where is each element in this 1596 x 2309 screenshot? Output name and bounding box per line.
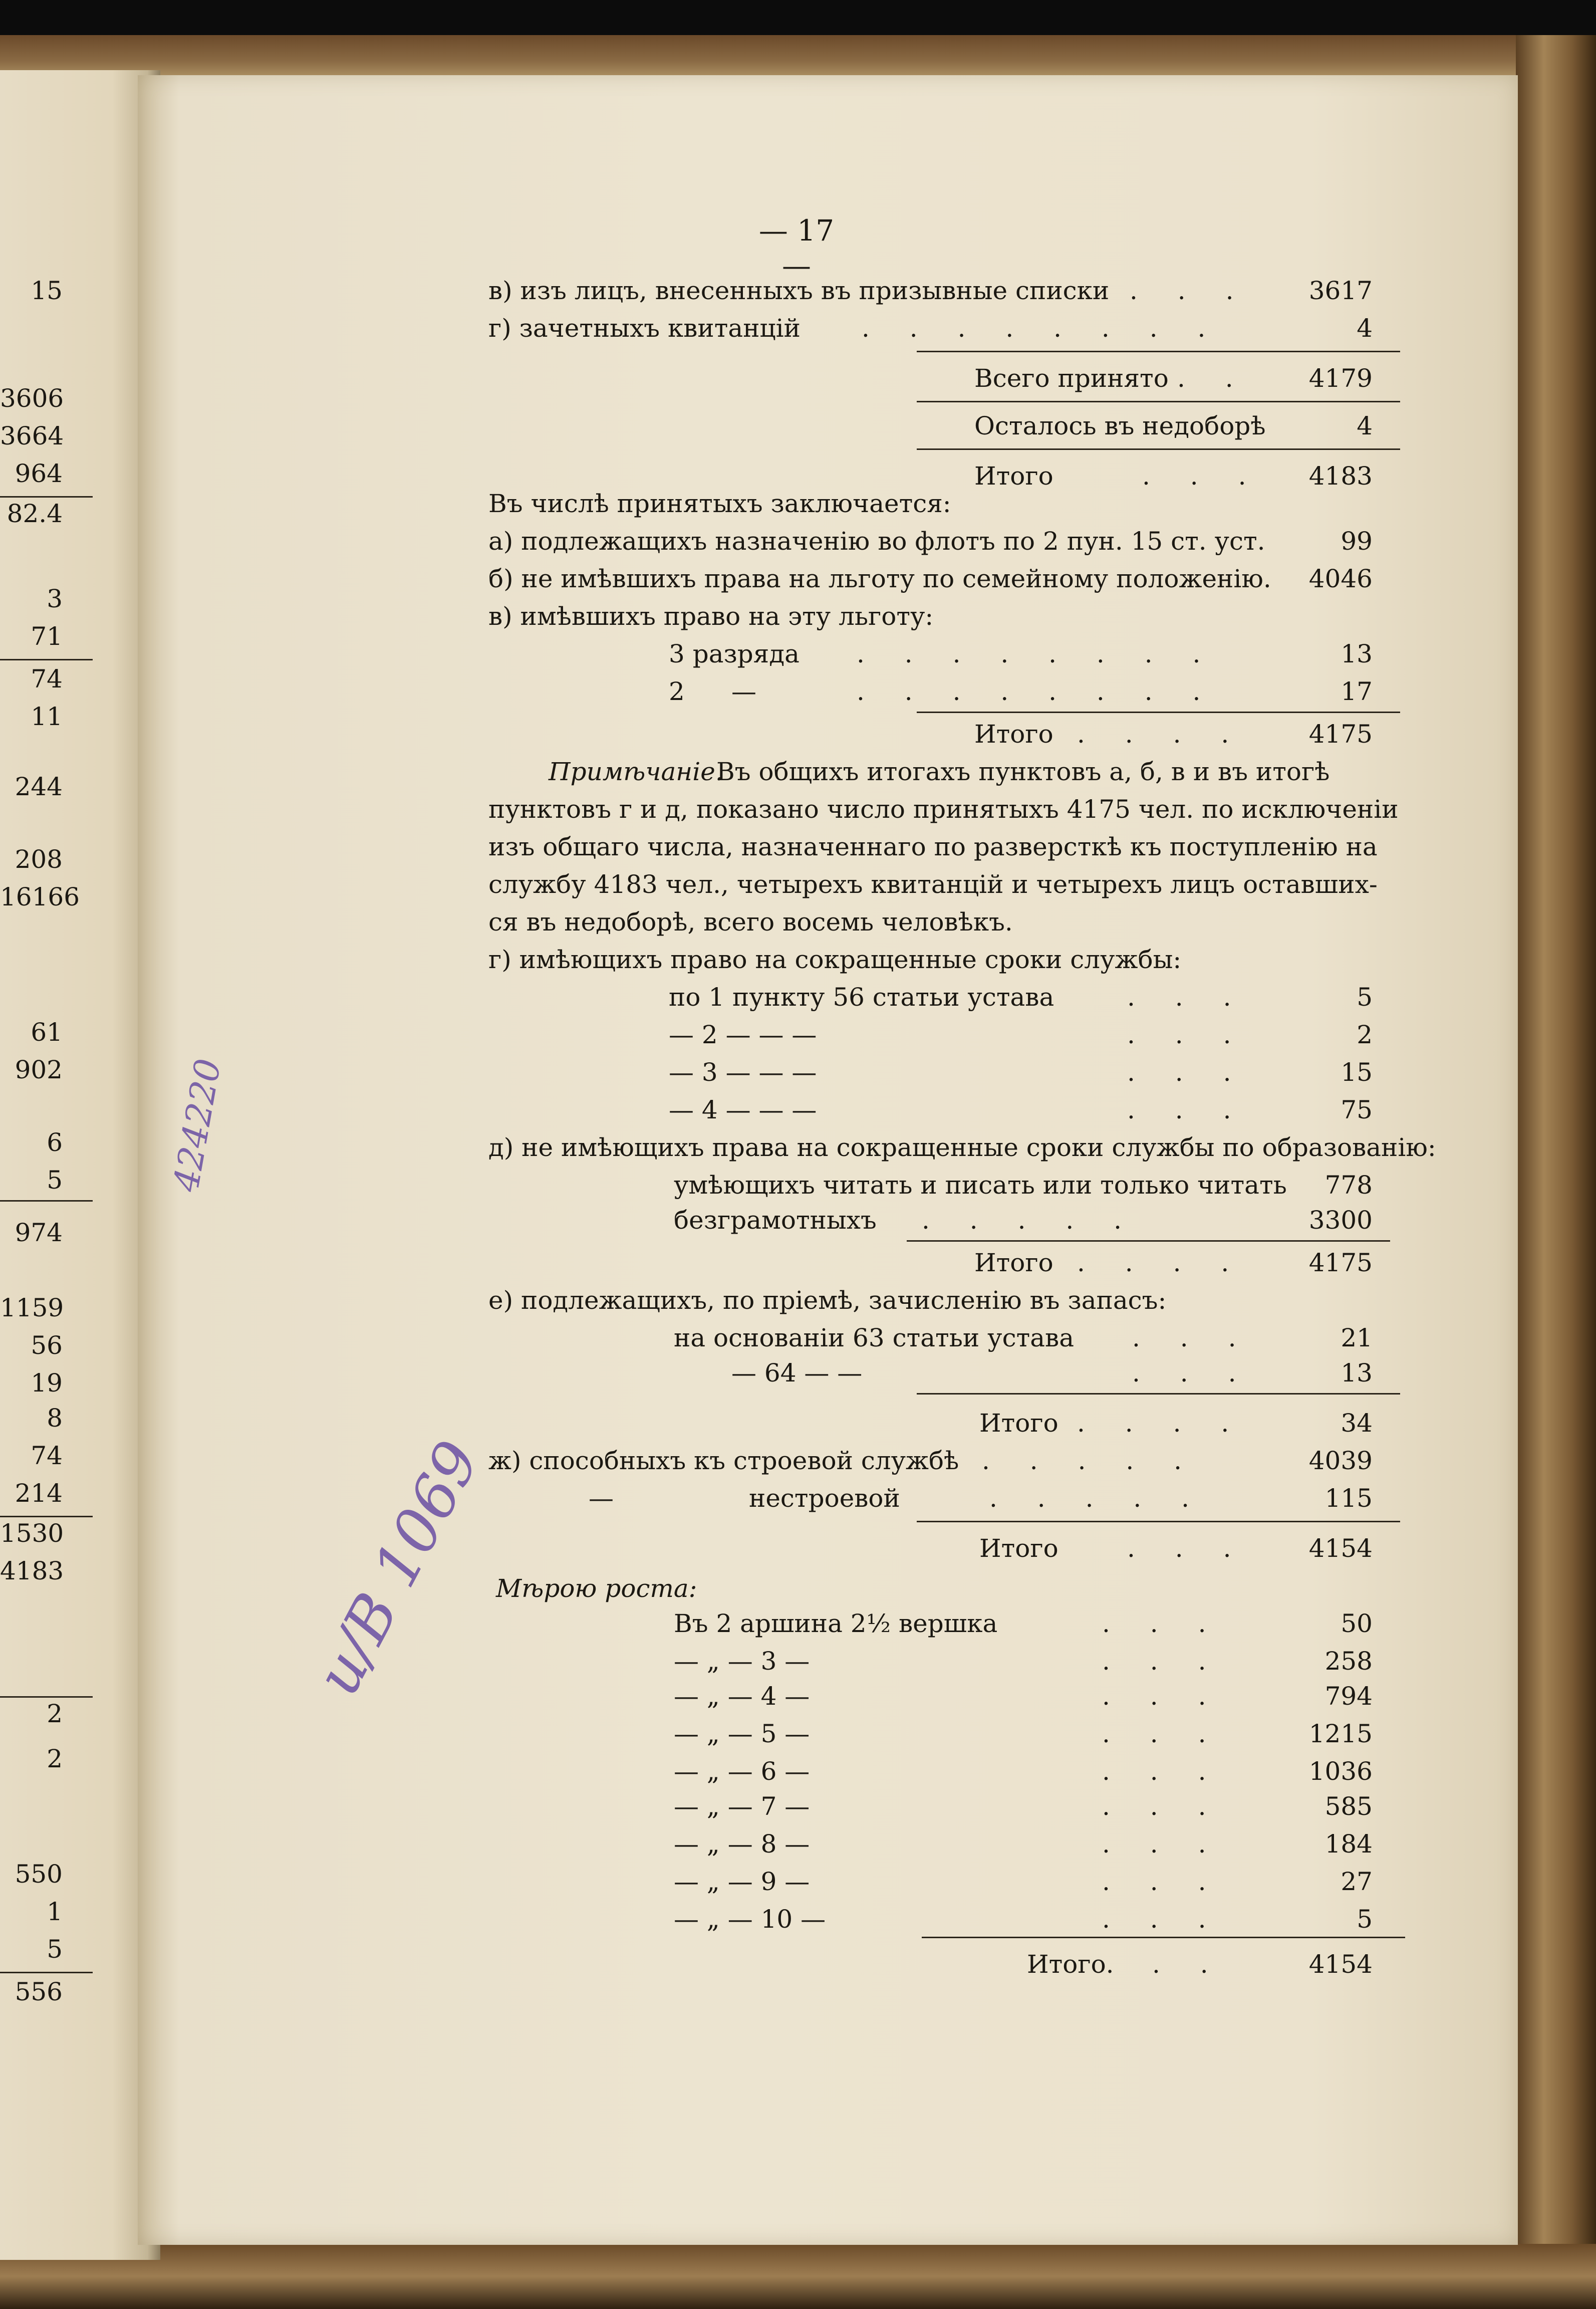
note-text: Въ общихъ итогахъ пунктовъ а, б, в и въ итогѣ [716,757,1330,786]
row-value: 115 [1324,1484,1373,1513]
left-value: 74 [31,1441,63,1470]
table-rule [917,401,1400,402]
table-rule [917,351,1400,352]
dot-leader: . . . . . [982,1446,1198,1475]
total-label: Итого [974,1248,1053,1277]
dot-leader: . . . [1102,1647,1222,1676]
left-value: 556 [15,1977,63,2006]
dot-leader: . . . . . . . . [862,314,1222,343]
dot-leader: . . . [1132,1358,1252,1388]
total-label: Всего принято [974,364,1169,393]
dot-leader: . . . . [1077,1409,1245,1438]
dot-leader: . . . [1127,983,1247,1012]
dot-leader: . . . [1142,461,1262,491]
dot-leader: . . . . . . . . [857,677,1217,706]
row-value: 585 [1324,1792,1373,1821]
row-value: 4 [1357,314,1373,343]
row-value: 3300 [1308,1206,1373,1235]
row-value: 5 [1357,983,1373,1012]
row-label: — „ — 7 — [674,1792,810,1821]
row-label: 3 разряда [669,639,800,668]
row-value: 2 [1357,1020,1373,1049]
dot-leader: . . . . . [922,1206,1138,1235]
note-text: ся въ недоборѣ, всего восемь человѣкъ. [488,907,1013,937]
section-heading: е) подлежащихъ, по пріемѣ, зачисленію въ запасъ: [488,1286,1167,1315]
left-value: 974 [15,1218,63,1247]
book-binding-right [1516,35,1596,2309]
dot-leader: . . . [1102,1792,1222,1821]
total-value: 34 [1341,1409,1373,1438]
row-label: на основаніи 63 статьи устава [674,1323,1074,1352]
shortfall-value: 4 [1357,411,1373,440]
table-rule [917,1521,1400,1522]
row-label: нестроевой [749,1484,900,1513]
section-heading: г) имѣющихъ право на сокращенные сроки службы: [488,945,1182,974]
dot-leader: . . . . [1077,720,1245,749]
left-value: 2 [47,1744,63,1773]
row-label: — „ — 10 — [674,1905,826,1934]
row-value: 13 [1341,1358,1373,1388]
row-value: 778 [1324,1171,1373,1200]
row-label: — 2 — — — [669,1020,817,1049]
left-rule [0,1516,93,1517]
section-heading: Въ числѣ принятыхъ заключается: [488,489,951,518]
left-value: 964 [15,459,63,488]
left-value: 61 [31,1018,63,1047]
dot-leader: . . . [1127,1534,1247,1563]
dot-leader: . . . [1132,1323,1252,1352]
left-value: 71 [31,622,63,651]
left-value: 550 [15,1860,63,1889]
table-rule [917,1393,1400,1395]
total-value: 4175 [1308,720,1373,749]
row-value: 4039 [1308,1446,1373,1475]
row-label: Въ 2 аршина 2½ вершка [674,1609,998,1638]
row-label: — „ — 5 — [674,1719,810,1748]
table-rule [917,448,1400,450]
left-value: 208 [15,845,63,874]
row-label: — „ — 9 — [674,1867,810,1896]
dot-leader: . . . [1130,276,1250,305]
total-label: Итого [979,1534,1058,1563]
total-label: Итого [974,720,1053,749]
total-value: 4154 [1308,1534,1373,1563]
row-label: — „ — 4 — [674,1682,810,1711]
row-value: 27 [1341,1867,1373,1896]
row-label: — 4 — — — [669,1095,817,1124]
left-value: 5 [47,1166,63,1195]
total-value: 4175 [1308,1248,1373,1277]
row-value: 17 [1341,677,1373,706]
dot-leader: . . [1177,364,1249,393]
row-label: — 64 — — [731,1358,863,1388]
row-value: 4046 [1308,564,1373,593]
row-value: 258 [1324,1647,1373,1676]
row-label: б) не имѣвшихъ права на льготу по семейному положенію. [488,564,1271,593]
row-value: 13 [1341,639,1373,668]
table-rule [907,1240,1390,1242]
left-value: 19 [31,1368,63,1398]
dot-leader: . . . . . . . . [857,639,1217,668]
row-label: умѣющихъ читать и писать или только читать [674,1171,1287,1200]
note-text: службу 4183 чел., четырехъ квитанцій и четырехъ лицъ оставших- [488,870,1378,899]
left-value: 3606 [0,384,64,413]
row-label: а) подлежащихъ назначенію во флотъ по 2 пун. 15 ст. уст. [488,527,1265,556]
note-text: изъ общаго числа, назначеннаго по разверсткѣ къ поступленію на [488,832,1378,861]
dot-leader: . . . [1102,1757,1222,1786]
left-value: 2 [47,1699,63,1728]
left-rule [0,496,93,498]
row-value: 99 [1341,527,1373,556]
dot-leader: . . . . [1077,1248,1245,1277]
dot-leader: . . [1152,1950,1224,1979]
row-label: в) имѣвшихъ право на эту льготу: [488,602,934,631]
table-rule [922,1937,1405,1938]
left-value: 4183 [0,1556,64,1585]
dot-leader: . . . [1102,1829,1222,1859]
left-value: 3 [47,584,63,613]
note-title: Примѣчаніе. [549,757,723,786]
row-label: — 3 — — — [669,1058,817,1087]
left-value: 1159 [0,1293,64,1322]
left-rule [0,659,93,660]
page-number: — 17 — [758,213,835,283]
row-value: 3617 [1308,276,1373,305]
total-label: Итого [974,461,1053,491]
dot-leader: . . . [1102,1682,1222,1711]
dot-leader: . . . . . [989,1484,1206,1513]
left-value: 56 [31,1331,63,1360]
row-label: безграмотныхъ [674,1206,877,1235]
row-value: 21 [1341,1323,1373,1352]
table-rule [917,712,1400,713]
row-value: 794 [1324,1682,1373,1711]
left-rule [0,1696,93,1698]
inventory-stamp: 424220 [165,1055,229,1195]
left-rule [0,1200,93,1202]
row-value: 15 [1341,1058,1373,1087]
row-value: 184 [1324,1829,1373,1859]
dot-leader: . . . [1127,1020,1247,1049]
total-value: 4179 [1308,364,1373,393]
row-value: 50 [1341,1609,1373,1638]
row-value: 5 [1357,1905,1373,1934]
total-value: 4154 [1308,1950,1373,1979]
section-heading: д) не имѣющихъ права на сокращенные сроки службы по образованію: [488,1133,1436,1162]
row-label: г) зачетныхъ квитанцій [488,314,801,343]
dot-leader: . . . [1102,1867,1222,1896]
row-label: — „ — 8 — [674,1829,810,1859]
row-value: 75 [1341,1095,1373,1124]
row-label: в) изъ лицъ, внесенныхъ въ призывные списки [488,276,1110,305]
left-value: 82.4 [7,499,63,528]
ditto-dash: — [731,677,756,706]
left-value: 15 [31,276,63,305]
section-heading: Мѣрою роста: [496,1574,697,1603]
row-value: 1215 [1308,1719,1373,1748]
left-value: 3664 [0,421,64,450]
left-value: 214 [15,1479,63,1508]
total-label: Итого. [1027,1950,1114,1979]
left-value: 5 [47,1935,63,1964]
left-value: 11 [31,702,63,731]
row-label: ж) способныхъ къ строевой службѣ [488,1446,959,1475]
handwritten-signature: и/В 1069 [303,1430,494,1706]
left-value: 8 [47,1404,63,1433]
total-label: Итого [979,1409,1058,1438]
row-label: 2 [669,677,685,706]
left-value: 74 [31,664,63,694]
left-value: 244 [15,772,63,801]
left-value: 902 [15,1055,63,1084]
row-label: — „ — 3 — [674,1647,810,1676]
dot-leader: . . . [1127,1095,1247,1124]
row-label: — „ — 6 — [674,1757,810,1786]
left-value: 16166 [0,882,80,911]
left-page [0,70,160,2260]
dot-leader: . . . [1127,1058,1247,1087]
total-value: 4183 [1308,461,1373,491]
left-value: 6 [47,1128,63,1157]
dot-leader: . . . [1102,1719,1222,1748]
dot-leader: . . . [1102,1905,1222,1934]
left-value: 1 [47,1897,63,1926]
left-rule [0,1972,93,1973]
note-text: пунктовъ г и д, показано число принятыхъ 4175 чел. по исключеніи [488,795,1399,824]
shortfall-label: Осталось въ недоборѣ [974,411,1266,440]
book-cover-bottom-edge [0,2244,1596,2309]
row-label: по 1 пункту 56 статьи устава [669,983,1054,1012]
ditto-dash: — [589,1484,614,1513]
row-value: 1036 [1308,1757,1373,1786]
left-value: 1530 [0,1519,64,1548]
dot-leader: . . . [1102,1609,1222,1638]
